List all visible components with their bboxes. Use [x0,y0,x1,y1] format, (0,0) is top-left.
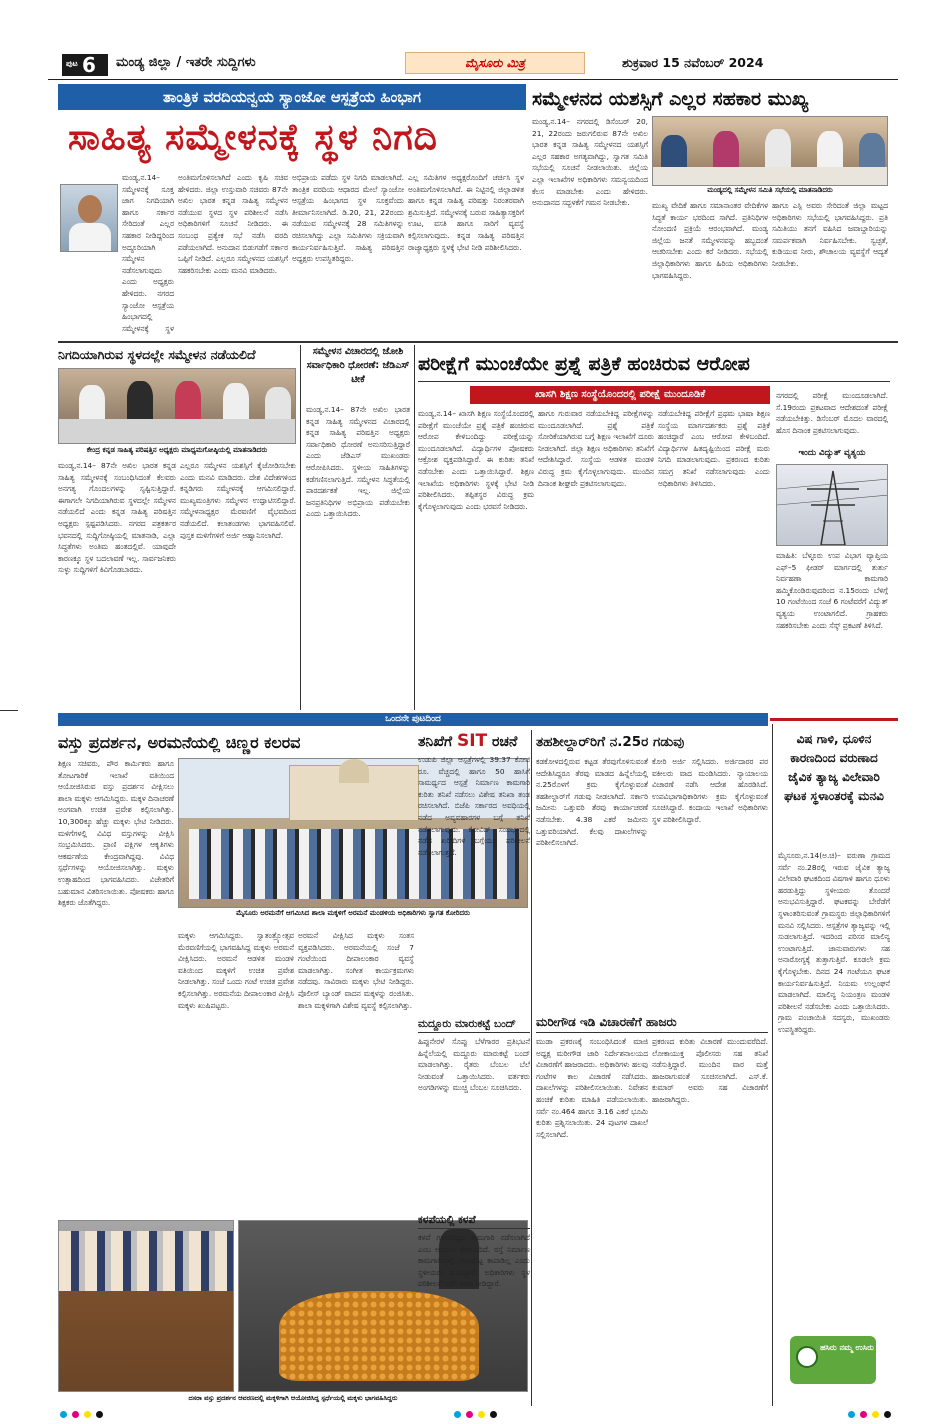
registration-mark [872,1411,879,1418]
story7-subhead-3: ಕಳಪೆಯಲ್ಲಿ ಕಳಪೆ [418,1212,530,1229]
power-tower-photo [776,464,888,546]
globe-icon [796,1346,818,1368]
page-number-badge [62,54,108,76]
section-banner: ಒಂದನೇ ಪುಟದಿಂದ [58,713,768,726]
story7-col2: ಹಿಪ್ಪುನೇರಳೆ ಸೊಪ್ಪು ಬೆಳೆಗಾರರ ಪ್ರತಿಭಟನೆ ಹಿನ್ನೆಲೆಯಲ್ಲಿ ಮದ್ದೂರು ಮಾರುಕಟ್ಟೆ ಬಂದ್ ಮಾಡಲಾಗಿತ್ತು. ರೈತರು ಬೆಂಬಲ ಬೆಲೆ ನೀಡುವಂತೆ ಒತ್ತಾಯಿಸಿದರು. ವರ್ತಕರು ಅಂಗಡಿಗಳನ್ನು ಮುಚ್ಚಿ ಬೆಂಬಲ ಸೂಚಿಸಿದರು. [418,1037,530,1093]
registration-mark [466,1411,473,1418]
page-number: 6 [82,53,96,77]
story7-headline-accent: SIT [456,731,488,751]
story6-col1: ಶಿಕ್ಷಣ ಸಚಿವರು, ಪೌರ ಕಾರ್ಮಿಕರು ಹಾಗೂ ತೋಟಗಾರಿಕೆ ಇಲಾಖೆ ವತಿಯಿಂದ ಆಯೋಜಿಸಿರುವ ವಸ್ತು ಪ್ರದರ್ಶನ ವೀಕ್ಷಿಸಲು ಶಾಲಾ ಮಕ್ಕಳು ಆಗಮಿಸಿದ್ದರು. ಮಕ್ಕಳ ದಿನಾಚರಣೆ ಅಂಗವಾಗಿ ಉಚಿತ ಪ್ರವೇಶ ಕಲ್ಪಿಸಲಾಗಿತ್ತು. 10,300ಕ್ಕೂ ಹೆಚ್ಚು ಮಕ್ಕಳು ಭೇಟಿ ನೀಡಿದರು. ಮಳಿಗೆಗಳಲ್ಲಿ ವಿವಿಧ ವಸ್ತುಗಳನ್ನು ವೀಕ್ಷಿಸಿ ಸಂಭ್ರಮಿಸಿದರು. ಪ್ರಾಣಿ ಪಕ್ಷಿಗಳ ಆಕೃತಿಗಳು ಆಕರ್ಷಣೆಯ ಕೇಂದ್ರವಾಗಿದ್ದವು. ವಿವಿಧ ಸ್ಪರ್ಧೆಗಳನ್ನು ಆಯೋಜಿಸಲಾಗಿತ್ತು. ಮಕ್ಕಳು ಉತ್ಸಾಹದಿಂದ ಭಾಗವಹಿಸಿದರು. ವಿಜೇತರಿಗೆ ಬಹುಮಾನ ವಿತರಿಸಲಾಯಿತು. ಪೋಷಕರು ಹಾಗೂ ಶಿಕ್ಷಕರು ಜೊತೆಗಿದ್ದರು. [58,759,174,908]
story6-headline: ವಸ್ತು ಪ್ರದರ್ಶನ, ಅರಮನೆಯಲ್ಲಿ ಚಿಣ್ಣರ ಕಲರವ [58,733,301,752]
story4-headline: ಸಮ್ಮೇಳನ ವಿಚಾರದಲ್ಲಿ ಜೋಶಿ ಸರ್ವಾಧಿಕಾರಿ ಧೋರಣೆ: ಜೆಡಿಎಸ್ ಟೀಕೆ [306,346,410,385]
story2-col2: ಮುಖ್ಯ ವೇದಿಕೆ ಹಾಗೂ ಸಮಾನಾಂತರ ವೇದಿಕೆಗಳ ಸಿದ್ಧತೆ ಕಾರ್ಯ ಭರದಿಂದ ಸಾಗಿದೆ. ಪ್ರತಿನಿಧಿಗಳ ನೋಂದಣಿ ಪ್ರಕ್ರಿಯೆ ಆರಂಭವಾಗಿದೆ. ಮಂಡ್ಯ ಜಿಲ್ಲೆಯ ಜನತೆ ಸಮ್ಮೇಳನವನ್ನು ಹಬ್ಬದಂತೆ ಆಚರಿಸಬೇಕು ಎಂದು ಕರೆ ನೀಡಿದರು. ಸಭೆಯಲ್ಲಿ ಜಿಲ್ಲಾಧಿಕಾರಿಗಳು ಹಾಗೂ ಹಿರಿಯ ಅಧಿಕಾರಿಗಳು ಭಾಗವಹಿಸಿದ್ದರು. [652,201,768,280]
story5-col1: ಮಂಡ್ಯ,ನ.14– ಖಾಸಗಿ ಶಿಕ್ಷಣ ಸಂಸ್ಥೆಯೊಂದರಲ್ಲಿ ಪರೀಕ್ಷೆಗೆ ಮುಂಚೆಯೇ ಪ್ರಶ್ನೆ ಪತ್ರಿಕೆ ಹಂಚಿರುವ ಆರೋಪ ಕೇಳಿಬಂದಿದ್ದು ಪರೀಕ್ಷೆಯನ್ನು ಮುಂದೂಡಲಾಗಿದೆ. ವಿದ್ಯಾರ್ಥಿಗಳ ಪೋಷಕರು ಆಕ್ರೋಶ ವ್ಯಕ್ತಪಡಿಸಿದ್ದಾರೆ. ಈ ಕುರಿತು ತನಿಖೆ ನಡೆಸಬೇಕು ಎಂದು ಒತ್ತಾಯಿಸಿದ್ದಾರೆ. ಶಿಕ್ಷಣ ಇಲಾಖೆಯ ಅಧಿಕಾರಿಗಳು ಸ್ಥಳಕ್ಕೆ ಭೇಟಿ ನೀಡಿ ಪರಿಶೀಲಿಸಿದರು. ತಪ್ಪಿತಸ್ಥರ ವಿರುದ್ಧ ಕ್ರಮ ಕೈಗೊಳ್ಳಲಾಗುವುದು ಎಂದು ಭರವಸೆ ನೀಡಿದರು. [418,409,534,511]
story1-col2: ಅಂತಿಮಗೊಳಿಸಲಾಗಿದೆ ಎಂದು ಕೃಷಿ ಸಚಿವ ಹೇಳಿದರು. ಜಿಲ್ಲಾ ಉಸ್ತುವಾರಿ ಸಚಿವರು 87ನೇ ಅಖಿಲ ಭಾರತ ಕನ್ನಡ ಸಾಹಿತ್ಯ ಸಮ್ಮೇಳನ ನಡೆಯುವ ಸ್ಥಳದ ಸ್ಥಳ ಪರಿಶೀಲನೆ ನಡೆಸಿ ಅಧಿಕಾರಿಗಳಿಗೆ ಸೂಚನೆ ನೀಡಿದರು. ಈ ಸಂಬಂಧ ಪ್ರತ್ಯೇಕ ಸಭೆ ನಡೆಸಿ ವರದಿ ಪಡೆಯಲಾಗಿದೆ. ಅನುದಾನ ಬಿಡುಗಡೆಗೆ ಸರ್ಕಾರ ಒಪ್ಪಿಗೆ ನೀಡಿದೆ. ಎಲ್ಲರೂ ಸಮ್ಮೇಳನದ ಯಶಸ್ಸಿಗೆ ಸಹಕರಿಸಬೇಕು ಎಂದು ಮನವಿ ಮಾಡಿದರು. [178,173,288,275]
story1-portrait [60,184,118,252]
story9-headline: ವಿಷ ಗಾಳಿ, ಧೂಳಿನ ಕಾರಣದಿಂದ ವರುಣಾದ ಜೈವಿಕ ತ್ಯಾಜ್ಯ ವಿಲೇವಾರಿ ಘಟಕ ಸ್ಥಳಾಂತರಕ್ಕೆ ಮನವಿ [784,732,884,803]
registration-mark [96,1411,103,1418]
story8-col2: ಕೋರಿ ಅರ್ಜಿ ಸಲ್ಲಿಸಿದರು. ಅರ್ಜಿದಾರರ ಪರ ವಕೀಲರು ವಾದ ಮಂಡಿಸಿದರು. ನ್ಯಾಯಾಲಯ ವಿಚಾರಣೆ ನಡೆಸಿ ಆದೇಶ ಹೊರಡಿಸಿದೆ. ಉಪವಿಭಾಗಾಧಿಕಾರಿಗಳು ಕ್ರಮ ಕೈಗೊಳ್ಳುವಂತೆ ಸೂಚಿಸಿದ್ದಾರೆ. ಕಂದಾಯ ಇಲಾಖೆ ಅಧಿಕಾರಿಗಳು ಸ್ಥಳ ಪರಿಶೀಲಿಸಿದ್ದಾರೆ. [652,757,768,824]
story7-headline-text: ತನಿಖೆಗೆ [418,734,453,750]
story5-col2: ಹಾಗೂ ಗುರುವಾರ ನಡೆಯಬೇಕಿದ್ದ ಪರೀಕ್ಷೆಗಳನ್ನು ಮುಂದೂಡಲಾಗಿದೆ. ಪ್ರಶ್ನೆ ಪತ್ರಿಕೆ ಸೋರಿಕೆಯಾಗಿರುವ ಬಗ್ಗೆ ಶಿಕ್ಷಣ ಇಲಾಖೆಗೆ ದೂರು ನೀಡಲಾಗಿದೆ. ಜಿಲ್ಲಾ ಶಿಕ್ಷಣ ಅಧಿಕಾರಿಗಳು ತನಿಖೆಗೆ ಆದೇಶಿಸಿದ್ದಾರೆ. ಸಂಸ್ಥೆಯ ಆಡಳಿತ ಮಂಡಳಿ ವಿರುದ್ಧ ಕ್ರಮ ಕೈಗೊಳ್ಳಲಾಗುವುದು. ಮುಂದಿನ ದಿನಾಂಕ ಶೀಘ್ರವೇ ಪ್ರಕಟಿಸಲಾಗುವುದು. [538,409,654,488]
story6-col2: ಮಕ್ಕಳು ಆಗಮಿಸಿದ್ದರು. ಸ್ವಾತಂತ್ರ್ಯೋತ್ಸವ ಮೆರವಣಿಗೆಯಲ್ಲಿ ಭಾಗವಹಿಸಿದ್ದ ಮಕ್ಕಳು ಅರಮನೆ ವೀಕ್ಷಿಸಿದರು. ಅರಮನೆ ಆಡಳಿತ ಮಂಡಳಿ ವತಿಯಿಂದ ಮಕ್ಕಳಿಗೆ ಉಚಿತ ಪ್ರವೇಶ ನೀಡಲಾಗಿತ್ತು. ಸಂಜೆ ಒಂದು ಗಂಟೆ ಉಚಿತ ಪ್ರವೇಶ ಕಲ್ಪಿಸಲಾಗಿತ್ತು. ಅರಮನೆಯ ದೀಪಾಲಂಕಾರ ವೀಕ್ಷಿಸಿ ಮಕ್ಕಳು ಖುಷಿಪಟ್ಟರು. [178,931,294,1010]
story5-headline: ಪರೀಕ್ಷೆಗೆ ಮುಂಚೆಯೇ ಪ್ರಶ್ನೆ ಪತ್ರಿಕೆ ಹಂಚಿರುವ ಆರೋಪ [418,347,890,382]
divider [770,718,898,721]
story7-headline-tail: ರಚನೆ [492,734,518,750]
story1-col1: ಮಂಡ್ಯ,ನ.14– ಸಮ್ಮೇಳನಕ್ಕೆ ಸೂಕ್ತ ಜಾಗ ನಿಗದಿಯಾಗಿ ಹಾಗೂ ಸರ್ಕಾರ ಸೇರಿದಂತೆ ಎಲ್ಲರ ಸಹಕಾರ ನೀಡಿದ್ದರಿಂದ ಅದ್ಧೂರಿಯಾಗಿ ಸಮ್ಮೇಳನ ನಡೆಸಲಾಗುವುದು ಎಂದು ಅಧ್ಯಕ್ಷರು ಹೇಳಿದರು. ನಗರದ ಸ್ಯಾಂಜೋ ಆಸ್ಪತ್ರೆಯ ಹಿಂಭಾಗದಲ್ಲಿ ಸಮ್ಮೇಳನಕ್ಕೆ ಸ್ಥಳ [122,173,174,333]
story5-col3: ನಡೆಯಬೇಕಿದ್ದ ಪರೀಕ್ಷೆಗೆ ಪ್ರಥಮ ಭಾಷಾ ಶಿಕ್ಷಣ ಸಂಸ್ಥೆಯ ಮಾರ್ಗದರ್ಶಕರು ಪ್ರಶ್ನೆ ಪತ್ರಿಕೆ ಹಂಚಿದ್ದಾರೆ ಎಂಬ ಆರೋಪ ಕೇಳಿಬಂದಿದೆ. ವಿದ್ಯಾರ್ಥಿಗಳ ಹಿತದೃಷ್ಟಿಯಿಂದ ಪರೀಕ್ಷೆ ಮರು ನಿಗದಿ ಮಾಡಲಾಗುವುದು. ಪ್ರಕರಣದ ಕುರಿತು ಸಮಗ್ರ ತನಿಖೆ ನಡೆಸಲಾಗುವುದು ಎಂದು ಅಧಿಕಾರಿಗಳು ತಿಳಿಸಿದರು. [658,409,770,488]
story8-headline: ತಹಶೀಲ್ದಾರ್‌ರಿಗೆ ನ.25ರ ಗಡುವು [536,734,685,750]
column-rule [531,730,532,1406]
section-title: ಮಂಡ್ಯ ಜಿಲ್ಲಾ / ಇತರೇ ಸುದ್ದಿಗಳು [116,55,256,70]
registration-mark [884,1411,891,1418]
exhibition-photo-left [58,1220,234,1392]
story7-headline [418,730,530,753]
dateline: ಶುಕ್ರವಾರ 15 ನವೆಂಬರ್ 2024 [622,55,764,70]
story7-col3: ಕಳಪೆ ಗುಣಮಟ್ಟದ ಕಾಮಗಾರಿ ನಡೆಸಲಾಗಿದೆ ಎಂಬ ಆರೋಪ ಕೇಳಿಬಂದಿದೆ. ರಸ್ತೆ ನಿರ್ಮಾಣ ಕಾಮಗಾರಿಯಲ್ಲಿ ಗುಣಮಟ್ಟ ಕಾಪಾಡಿಲ್ಲ ಎಂದು ಸ್ಥಳೀಯರು ದೂರಿದ್ದಾರೆ. ಅಧಿಕಾರಿಗಳು ಸ್ಥಳ ಪರಿಶೀಲನೆ ನಡೆಸಿ ವರದಿ ನೀಡಿದ್ದಾರೆ. [418,1233,530,1289]
masthead-logo: ಮೈಸೂರು ಮಿತ್ರ [405,52,585,74]
story5-col4: ನಗರದಲ್ಲಿ ಪರೀಕ್ಷೆ ಮುಂದೂಡಲಾಗಿದೆ. ಸೆ.19ರಂದು ಪ್ರಕಟವಾದ ಆದೇಶದಂತೆ ಪರೀಕ್ಷೆ ನಡೆಯಬೇಕಿತ್ತು. ಡಿಸೆಂಬರ್ ಮೊದಲ ವಾರದಲ್ಲಿ ಹೊಸ ದಿನಾಂಕ ಪ್ರಕಟಿಸಲಾಗುವುದು. [776,391,888,435]
power-box-body: ಮಾಹಿತಿ: ಬೆಳ್ಳೂರು ಉಪ ವಿಭಾಗ ವ್ಯಾಪ್ತಿಯ ಎಫ್–5 ಫೀಡರ್ ಮಾರ್ಗದಲ್ಲಿ ತುರ್ತು ನಿರ್ವಹಣಾ ಕಾಮಗಾರಿ ಹಮ್ಮಿಕೊಂಡಿರುವುದರಿಂದ ನ.15ರಂದು ಬೆಳಿಗ್ಗೆ 10 ಗಂಟೆಯಿಂದ ಸಂಜೆ 6 ಗಂಟೆವರೆಗೆ ವಿದ್ಯುತ್ ವ್ಯತ್ಯಯ ಉಂಟಾಗಲಿದೆ. ಗ್ರಾಹಕರು ಸಹಕರಿಸಬೇಕು ಎಂದು ಸೆಸ್ಕ್ ಪ್ರಕಟಣೆ ತಿಳಿಸಿದೆ. [776,551,888,630]
story2-headline: ಸಮ್ಮೇಳನದ ಯಶಸ್ಸಿಗೆ ಎಲ್ಲರ ಸಹಕಾರ ಮುಖ್ಯ [532,88,809,110]
story1-col4: ಎಲ್ಲ ಸಮಿತಿಗಳ ಅಧ್ಯಕ್ಷರೊಂದಿಗೆ ಚರ್ಚಿಸಿ ಸ್ಥಳ ಅಂತಿಮಗೊಳಿಸಲಾಗಿದೆ. ಈ ನಿಟ್ಟಿನಲ್ಲಿ ಜಿಲ್ಲಾಡಳಿತ ಹಾಗೂ ಕನ್ನಡ ಸಾಹಿತ್ಯ ಪರಿಷತ್ತು ನಿರಂತರವಾಗಿ ಶ್ರಮಿಸುತ್ತಿದೆ. ಸಮ್ಮೇಳನಕ್ಕೆ ಬರುವ ಸಾಹಿತ್ಯಾಸಕ್ತರಿಗೆ ಊಟ, ವಸತಿ ಹಾಗೂ ಸಾರಿಗೆ ವ್ಯವಸ್ಥೆ ಕಲ್ಪಿಸಲಾಗುವುದು. ಕನ್ನಡ ಸಾಹಿತ್ಯ ಪರಿಷತ್ತಿನ ರಾಜ್ಯಾಧ್ಯಕ್ಷರು ಸ್ಥಳಕ್ಕೆ ಭೇಟಿ ನೀಡಿ ಪರಿಶೀಲಿಸಿದರು. [408,173,524,252]
divider [58,341,898,343]
power-box-title: ಇಂದು ವಿದ್ಯುತ್ ವ್ಯತ್ಯಯ [798,448,866,458]
story6-caption-bottom: ದಸರಾ ವಸ್ತು ಪ್ರದರ್ಶನ ಆವರಣದಲ್ಲಿ ಮಕ್ಕಳಿಗಾಗಿ ಆಯೋಜಿಸಿದ್ದ ಸ್ಪರ್ಧೆಯಲ್ಲಿ ಮಕ್ಕಳು ಭಾಗವಹಿಸಿದ್ದರು [58,1394,528,1404]
column-rule [772,724,773,1406]
story8-subhead-2: ಮರೀಗೌಡ ಇಡಿ ವಿಚಾರಣೆಗೆ ಹಾಜರು [536,1012,768,1033]
story2-col3: ಹಾಗೂ ಎಸ್ಪಿ ಅವರು ಸೇರಿದಂತೆ ಜಿಲ್ಲಾ ಮಟ್ಟದ ಅಧಿಕಾರಿಗಳು ಸಭೆಯಲ್ಲಿ ಭಾಗವಹಿಸಿದ್ದರು. ಪ್ರತಿ ಸಮಿತಿಯು ತನಗೆ ವಹಿಸಿದ ಜವಾಬ್ದಾರಿಯನ್ನು ಸಮರ್ಪಕವಾಗಿ ನಿರ್ವಹಿಸಬೇಕು. ಸ್ವಚ್ಛತೆ, ಕುಡಿಯುವ ನೀರು, ಶೌಚಾಲಯ ವ್ಯವಸ್ಥೆಗೆ ಆದ್ಯತೆ ನೀಡಬೇಕು. [772,201,888,268]
story2-meeting-photo [652,116,888,186]
story1-col3: ಅಭಿಪ್ರಾಯ ಪಡೆದು ಸ್ಥಳ ನಿಗದಿ ಮಾಡಲಾಗಿದೆ. ತಾಂತ್ರಿಕ ವರದಿಯ ಆಧಾರದ ಮೇಲೆ ಸ್ಯಾಂಜೋ ಆಸ್ಪತ್ರೆಯ ಹಿಂಭಾಗದ ಸ್ಥಳ ಸೂಕ್ತವೆಂದು ತೀರ್ಮಾನಿಸಲಾಗಿದೆ. ಡಿ.20, 21, 22ರಂದು ನಡೆಯುವ ಸಮ್ಮೇಳನಕ್ಕೆ 28 ಸಮಿತಿಗಳನ್ನು ರಚಿಸಲಾಗಿದ್ದು ಎಲ್ಲಾ ಸಮಿತಿಗಳು ಸಕ್ರಿಯವಾಗಿ ಕಾರ್ಯನಿರ್ವಹಿಸುತ್ತಿವೆ. ಸಾಹಿತ್ಯ ಪರಿಷತ್ತಿನ ಅಧ್ಯಕ್ಷರು ಉಪಸ್ಥಿತರಿದ್ದರು. [292,173,404,264]
registration-mark [848,1411,855,1418]
story1-col1b [60,256,174,336]
story5-kicker: ಖಾಸಗಿ ಶಿಕ್ಷಣ ಸಂಸ್ಥೆಯೊಂದರಲ್ಲಿ ಪರೀಕ್ಷೆ ಮುಂದೂಡಿಕೆ [534,389,706,400]
registration-mark [60,1411,67,1418]
page-label: ಪುಟ [66,59,78,68]
registration-mark [84,1411,91,1418]
story7-col1: ಉಡುಪಿ ಜಿಲ್ಲಾ ಆಸ್ಪತ್ರೆಗಳಲ್ಲಿ 39.37 ಕೋಟಿ ರೂ. ವೆಚ್ಚದಲ್ಲಿ ಹಾಗೂ 50 ಹಾಸಿಗೆ ಸಾಮರ್ಥ್ಯದ ಆಸ್ಪತ್ರೆ ನಿರ್ಮಾಣ ಕಾಮಗಾರಿ ಕುರಿತು ತನಿಖೆ ನಡೆಸಲು ವಿಶೇಷ ತನಿಖಾ ತಂಡ ರಚಿಸಲಾಗಿದೆ. ಬಿಜೆಪಿ ಸರ್ಕಾರದ ಅವಧಿಯಲ್ಲಿ ನಡೆದ ಅವ್ಯವಹಾರಗಳ ಬಗ್ಗೆ ತನಿಖೆ ನಡೆಸಲಾಗುವುದು. ಕೋವಿಡ್ ಸಂದರ್ಭದಲ್ಲಿ ನಡೆದ ಖರೀದಿಗಳ ಬಗ್ಗೆಯೂ ಪರಿಶೀಲನೆ ನಡೆಸಲಾಗುತ್ತದೆ. [418,755,530,857]
registration-mark [454,1411,461,1418]
story8-col1: ಕಡಕೋಳದಲ್ಲಿರುವ ಕಟ್ಟಡ ತೆರವುಗೊಳಿಸುವಂತೆ ಆದೇಶಿಸಿದ್ದರೂ ತೆರವು ಮಾಡದ ಹಿನ್ನೆಲೆಯಲ್ಲಿ ನ.25ರೊಳಗೆ ಕ್ರಮ ಕೈಗೊಳ್ಳುವಂತೆ ತಹಶೀಲ್ದಾರ್‌ಗೆ ಗಡುವು ನೀಡಲಾಗಿದೆ. ಸರ್ಕಾರಿ ಜಮೀನು ಒತ್ತುವರಿ ತೆರವು ಕಾರ್ಯಾಚರಣೆ ನಡೆಸಬೇಕು. 4.38 ಎಕರೆ ಜಮೀನು ಒತ್ತುವರಿಯಾಗಿದೆ. ಕೆಲವು ದಾಖಲೆಗಳನ್ನು ಪರಿಶೀಲಿಸಲಾಗಿದೆ. [536,757,648,848]
story8-col4: ಪ್ರಕರಣದ ಕುರಿತು ವಿಚಾರಣೆ ಮುಂದುವರೆದಿದೆ. ಲೋಕಾಯುಕ್ತ ಪೊಲೀಸರು ಸಹ ತನಿಖೆ ನಡೆಸುತ್ತಿದ್ದಾರೆ. ಮುಂದಿನ ವಾರ ಮತ್ತೆ ಹಾಜರಾಗುವಂತೆ ಸೂಚಿಸಲಾಗಿದೆ. ಎಸ್.ಕೆ. ಕುಮಾರ್ ಅವರು ಸಹ ವಿಚಾರಣೆಗೆ ಹಾಜರಾಗಿದ್ದರು. [652,1037,768,1104]
story6-caption-top: ಮೈಸೂರು ಅರಮನೆಗೆ ಆಗಮಿಸಿದ ಶಾಲಾ ಮಕ್ಕಳಿಗೆ ಅರಮನೆ ಮಂಡಳಿಯ ಅಧಿಕಾರಿಗಳು ಸ್ವಾಗತ ಕೋರಿದರು [178,909,528,927]
story1-headline: ಸಾಹಿತ್ಯ ಸಮ್ಮೇಳನಕ್ಕೆ ಸ್ಥಳ ನಿಗದಿ [68,117,438,158]
story3-col1: ಮಂಡ್ಯ,ನ.14– 87ನೇ ಅಖಿಲ ಭಾರತ ಕನ್ನಡ ಸಾಹಿತ್ಯ ಸಮ್ಮೇಳನಕ್ಕೆ ಸಂಬಂಧಿಸಿದಂತೆ ಕೆಲವರು ಅನಗತ್ಯ ಗೊಂದಲಗಳನ್ನು ಸೃಷ್ಟಿಸುತ್ತಿದ್ದಾರೆ. ಈಗಾಗಲೇ ನಿಗದಿಯಾಗಿರುವ ಸ್ಥಳದಲ್ಲೇ ಸಮ್ಮೇಳನ ನಡೆಯಲಿದೆ ಎಂದು ಕನ್ನಡ ಸಾಹಿತ್ಯ ಪರಿಷತ್ತಿನ ಅಧ್ಯಕ್ಷರು ಸ್ಪಷ್ಟಪಡಿಸಿದರು. ನಗರದ ಪತ್ರಕರ್ತರ ಭವನದಲ್ಲಿ ಸುದ್ದಿಗೋಷ್ಠಿಯಲ್ಲಿ ಮಾತನಾಡಿ, ಎಲ್ಲಾ ಸಿದ್ಧತೆಗಳು ಅಂತಿಮ ಹಂತದಲ್ಲಿವೆ. ಯಾವುದೇ ಕಾರಣಕ್ಕೂ ಸ್ಥಳ ಬದಲಾವಣೆ ಇಲ್ಲ. ಸಾರ್ವಜನಿಕರು ಸುಳ್ಳು ಸುದ್ದಿಗಳಿಗೆ ಕಿವಿಗೊಡಬಾರದು. [58,461,176,575]
column-rule [300,345,301,710]
story2-col1: ಮಂಡ್ಯ,ನ.14– ನಗರದಲ್ಲಿ ಡಿಸೆಂಬರ್ 20, 21, 22ರಂದು ಜರುಗಲಿರುವ 87ನೇ ಅಖಿಲ ಭಾರತ ಕನ್ನಡ ಸಾಹಿತ್ಯ ಸಮ್ಮೇಳನದ ಯಶಸ್ಸಿಗೆ ಎಲ್ಲರ ಸಹಕಾರ ಅಗತ್ಯವಾಗಿದ್ದು, ಸ್ವಾಗತ ಸಮಿತಿ ಸಭೆಯಲ್ಲಿ ಸೂಚನೆ ನೀಡಲಾಯಿತು. ಜಿಲ್ಲೆಯ ಎಲ್ಲಾ ಇಲಾಖೆಗಳ ಅಧಿಕಾರಿಗಳು ಸಮನ್ವಯದಿಂದ ಕೆಲಸ ಮಾಡಬೇಕು ಎಂದು ಹೇಳಿದರು. ಅನುದಾನದ ಸದ್ಬಳಕೆಗೆ ಗಮನ ನೀಡಬೇಕು. [532,117,648,208]
story3-headline: ನಿಗದಿಯಾಗಿರುವ ಸ್ಥಳದಲ್ಲೇ ಸಮ್ಮೇಳನ ನಡೆಯಲಿದೆ [58,347,256,362]
column-rule [414,345,415,710]
green-logo [790,1336,876,1384]
story7-subhead-2: ಮದ್ದೂರು ಮಾರುಕಟ್ಟೆ ಬಂದ್ [418,1016,530,1033]
registration-mark [860,1411,867,1418]
story1-kicker: ತಾಂತ್ರಿಕ ವರದಿಯನ್ವಯ ಸ್ಯಾಂಜೋ ಆಸ್ಪತ್ರೆಯ ಹಿಂಭಾಗ [58,84,526,110]
crop-mark [0,710,18,711]
registration-mark [72,1411,79,1418]
registration-mark [478,1411,485,1418]
registration-mark [490,1411,497,1418]
story4-col1: ಮಂಡ್ಯ,ನ.14– 87ನೇ ಅಖಿಲ ಭಾರತ ಕನ್ನಡ ಸಾಹಿತ್ಯ ಸಮ್ಮೇಳನದ ವಿಚಾರದಲ್ಲಿ ಕನ್ನಡ ಸಾಹಿತ್ಯ ಪರಿಷತ್ತಿನ ಅಧ್ಯಕ್ಷರು ಸರ್ವಾಧಿಕಾರಿ ಧೋರಣೆ ಅನುಸರಿಸುತ್ತಿದ್ದಾರೆ ಎಂದು ಜೆಡಿಎಸ್ ಮುಖಂಡರು ಆರೋಪಿಸಿದರು. ಸ್ಥಳೀಯ ಸಾಹಿತಿಗಳನ್ನು ಕಡೆಗಣಿಸಲಾಗುತ್ತಿದೆ. ಸಮ್ಮೇಳನ ಸಿದ್ಧತೆಯಲ್ಲಿ ಪಾರದರ್ಶಕತೆ ಇಲ್ಲ. ಜಿಲ್ಲೆಯ ಜನಪ್ರತಿನಿಧಿಗಳ ಅಭಿಪ್ರಾಯ ಪಡೆಯಬೇಕು ಎಂದು ಒತ್ತಾಯಿಸಿದರು. [306,405,410,519]
story8-col3: ಮುಡಾ ಪ್ರಕರಣಕ್ಕೆ ಸಂಬಂಧಿಸಿದಂತೆ ಮಾಜಿ ಅಧ್ಯಕ್ಷ ಮರೀಗೌಡ ಜಾರಿ ನಿರ್ದೇಶನಾಲಯದ ವಿಚಾರಣೆಗೆ ಹಾಜರಾದರು. ಅಧಿಕಾರಿಗಳು ಹಲವು ಗಂಟೆಗಳ ಕಾಲ ವಿಚಾರಣೆ ನಡೆಸಿದರು. ದಾಖಲೆಗಳನ್ನು ಪರಿಶೀಲಿಸಲಾಯಿತು. ನಿವೇಶನ ಹಂಚಿಕೆ ಕುರಿತು ಮಾಹಿತಿ ಪಡೆಯಲಾಯಿತು. ಸರ್ವೆ ನಂ.464 ಹಾಗೂ 3.16 ಎಕರೆ ಭೂಮಿ ಕುರಿತು ಪ್ರಶ್ನಿಸಲಾಯಿತು. 24 ಪುಟಗಳ ದಾಖಲೆ ಸಲ್ಲಿಸಲಾಗಿದೆ. [536,1037,648,1139]
story3-caption: ಕೇಂದ್ರ ಕನ್ನಡ ಸಾಹಿತ್ಯ ಪರಿಷತ್ತಿನ ಅಧ್ಯಕ್ಷರು ಮಾಧ್ಯಮಗೋಷ್ಠಿಯಲ್ಲಿ ಮಾತನಾಡಿದರು [58,446,296,458]
story3-col2: ಎಲ್ಲರೂ ಸಮ್ಮೇಳನ ಯಶಸ್ಸಿಗೆ ಕೈಜೋಡಿಸಬೇಕು ಎಂದು ಮನವಿ ಮಾಡಿದರು. ದೇಶ ವಿದೇಶಗಳಿಂದ ಕನ್ನಡಿಗರು ಸಮ್ಮೇಳನಕ್ಕೆ ಆಗಮಿಸಲಿದ್ದಾರೆ. ಮುಖ್ಯಮಂತ್ರಿಗಳು ಸಮ್ಮೇಳನ ಉದ್ಘಾಟಿಸಲಿದ್ದಾರೆ. ಸಮ್ಮೇಳನಾಧ್ಯಕ್ಷರ ಮೆರವಣಿಗೆ ವೈಭವದಿಂದ ನಡೆಯಲಿದೆ. ಕಲಾತಂಡಗಳು ಭಾಗವಹಿಸಲಿವೆ. ಪುಸ್ತಕ ಮಳಿಗೆಗಳಿಗೆ ಅರ್ಜಿ ಆಹ್ವಾನಿಸಲಾಗಿದೆ. [180,461,296,540]
story6-col3: ಅರಮನೆ ವೀಕ್ಷಿಸಿದ ಮಕ್ಕಳು ಸಂತಸ ವ್ಯಕ್ತಪಡಿಸಿದರು. ಅರಮನೆಯಲ್ಲಿ ಸಂಜೆ 7 ಗಂಟೆಯಿಂದ ದೀಪಾಲಂಕಾರ ವ್ಯವಸ್ಥೆ ಮಾಡಲಾಗಿತ್ತು. ಸಂಗೀತ ಕಾರ್ಯಕ್ರಮಗಳು ನಡೆದವು. ಸಾವಿರಾರು ಮಕ್ಕಳು ಭೇಟಿ ನೀಡಿದ್ದರು. ಪೊಲೀಸ್ ಬ್ಯಾಂಡ್ ವಾದನ ಮಕ್ಕಳನ್ನು ರಂಜಿಸಿತು. ಶಾಲಾ ಮಕ್ಕಳಿಗಾಗಿ ವಿಶೇಷ ವ್ಯವಸ್ಥೆ ಕಲ್ಪಿಸಲಾಗಿತ್ತು. [298,931,414,1010]
transmission-tower-icon [777,465,888,546]
green-logo-text: ಹಸಿರು ನಮ್ಮ ಉಸಿರು [820,1343,874,1352]
story2-caption: ಮಂಡ್ಯದಲ್ಲಿ ಸಮ್ಮೇಳನ ಸಮಿತಿ ಸಭೆಯಲ್ಲಿ ಮಾತನಾಡಿದರು [652,186,888,198]
story9-col1: ಮೈಸೂರು,ನ.14(ಅ.ಚಿ)– ವರುಣಾ ಗ್ರಾಮದ ಸರ್ವೆ ನಂ.28ರಲ್ಲಿ ಇರುವ ಜೈವಿಕ ತ್ಯಾಜ್ಯ ವಿಲೇವಾರಿ ಘಟಕದಿಂದ ವಿಷಗಾಳಿ ಹಾಗೂ ಧೂಳು ಹರಡುತ್ತಿದ್ದು ಸ್ಥಳೀಯರು ತೊಂದರೆ ಅನುಭವಿಸುತ್ತಿದ್ದಾರೆ. ಘಟಕವನ್ನು ಬೇರೆಡೆಗೆ ಸ್ಥಳಾಂತರಿಸುವಂತೆ ಗ್ರಾಮಸ್ಥರು ಜಿಲ್ಲಾಧಿಕಾರಿಗಳಿಗೆ ಮನವಿ ಸಲ್ಲಿಸಿದರು. ಆಸ್ಪತ್ರೆಗಳ ತ್ಯಾಜ್ಯವನ್ನು ಇಲ್ಲಿ ಸುಡಲಾಗುತ್ತಿದೆ. ಇದರಿಂದ ಪರಿಸರ ಮಾಲಿನ್ಯ ಉಂಟಾಗುತ್ತಿದೆ. ಜಾನುವಾರುಗಳು ಸಹ ಅನಾರೋಗ್ಯಕ್ಕೆ ತುತ್ತಾಗುತ್ತಿವೆ. ಕೂಡಲೇ ಕ್ರಮ ಕೈಗೊಳ್ಳಬೇಕು. ದಿನದ 24 ಗಂಟೆಯೂ ಘಟಕ ಕಾರ್ಯನಿರ್ವಹಿಸುತ್ತಿದೆ. ನಿಯಮ ಉಲ್ಲಂಘನೆ ಮಾಡಲಾಗಿದೆ. ಮಾಲಿನ್ಯ ನಿಯಂತ್ರಣ ಮಂಡಳಿ ಪರಿಶೀಲನೆ ನಡೆಸಬೇಕು ಎಂದು ಒತ್ತಾಯಿಸಿದರು. ಗ್ರಾಮ ಪಂಚಾಯಿತಿ ಸದಸ್ಯರು, ಮುಖಂಡರು ಉಪಸ್ಥಿತರಿದ್ದರು. [778,851,890,1034]
story3-press-meet-photo [58,368,296,444]
